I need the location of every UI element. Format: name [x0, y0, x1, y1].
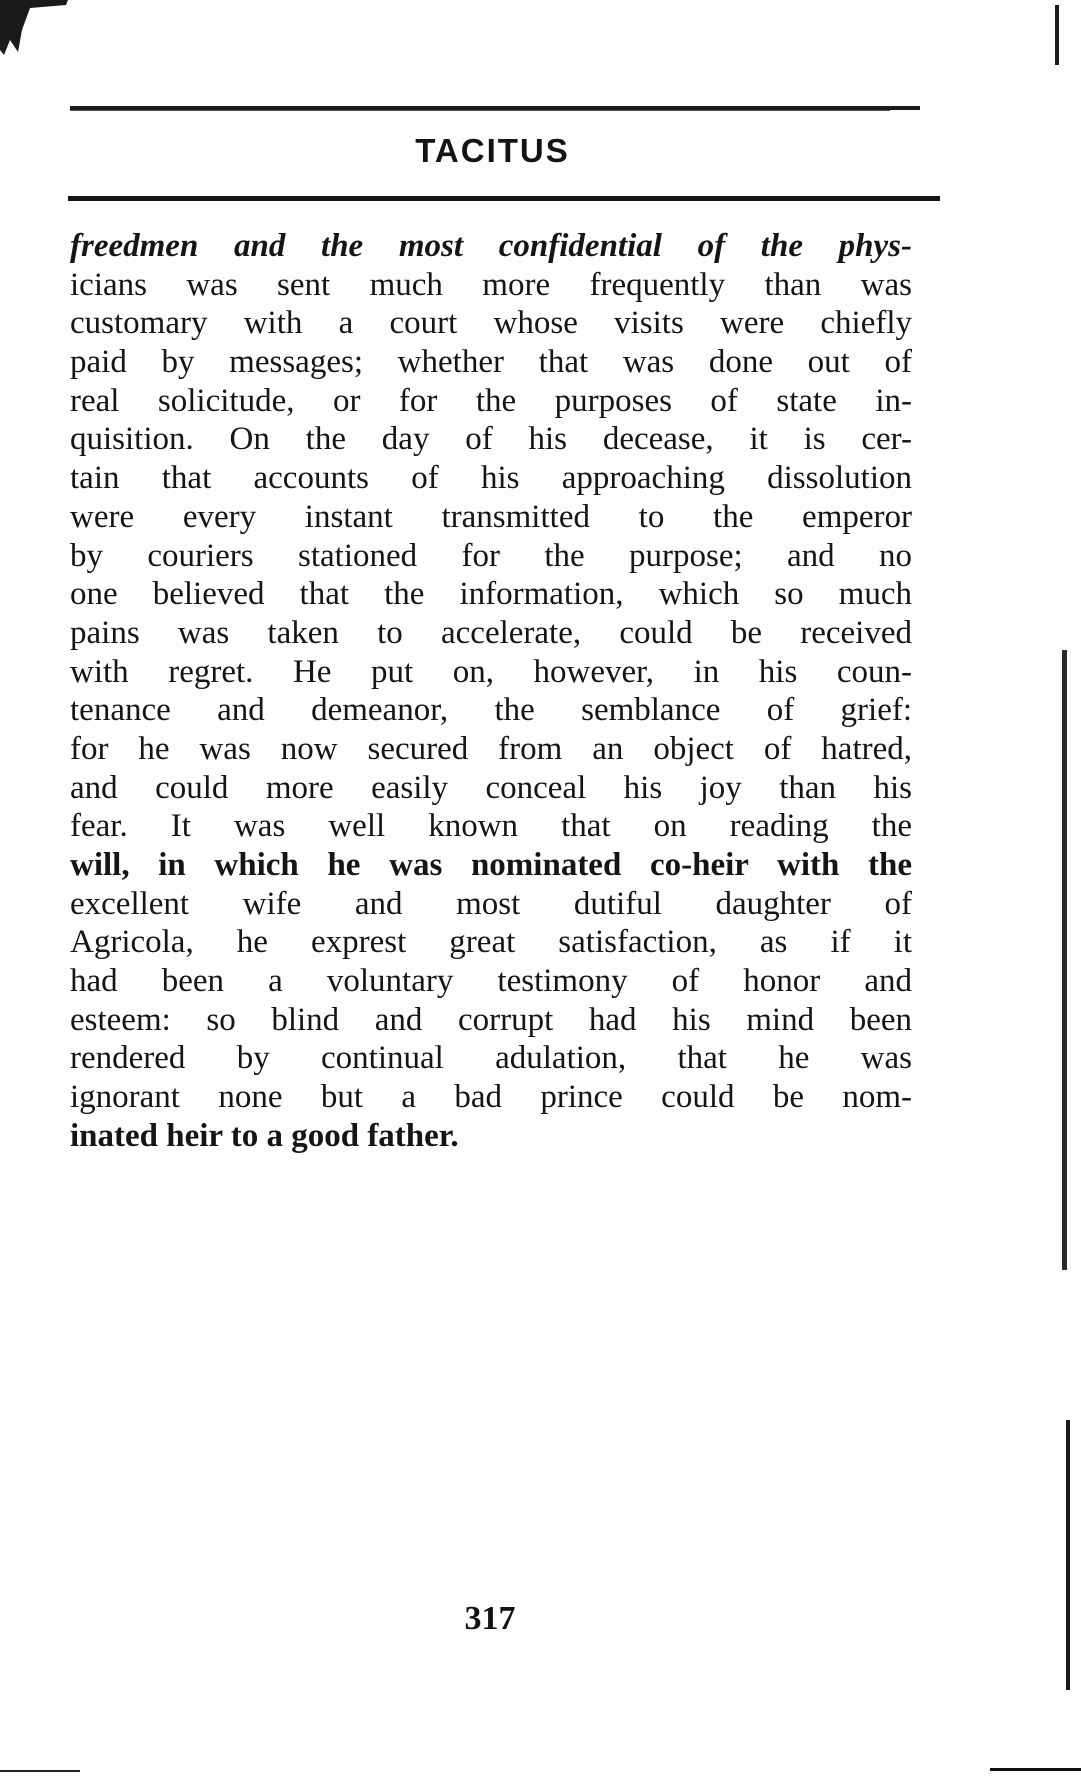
text-line: had been a voluntary testimony of honor and [70, 963, 912, 1000]
text-line: esteem: so blind and corrupt had his mind been [70, 1001, 912, 1038]
text-line: quisition. On the day of his decease, it is cer- [70, 421, 912, 458]
header-rule-top [70, 106, 920, 110]
scan-edge-artifact [1055, 5, 1059, 65]
running-head: TACITUS [415, 132, 570, 169]
text-line: real solicitude, or for the purposes of state in- [70, 382, 912, 419]
text-line: one believed that the information, which so much [70, 576, 912, 613]
scan-corner-artifact [0, 0, 70, 60]
text-line: by couriers stationed for the purpose; and no [70, 537, 912, 574]
text-line: tenance and demeanor, the semblance of grief: [70, 692, 912, 729]
text-line: customary with a court whose visits were chiefly [70, 305, 912, 342]
text-line: fear. It was well known that on reading the [70, 808, 912, 845]
text-line: and could more easily conceal his joy than his [70, 769, 912, 806]
text-line: rendered by continual adulation, that he was [70, 1040, 912, 1077]
text-line: icians was sent much more frequently than was [70, 266, 912, 303]
text-line: Agricola, he exprest great satisfaction, as if it [70, 924, 912, 961]
text-line: ignorant none but a bad prince could be nom- [70, 1079, 912, 1116]
body-text [70, 227, 912, 1156]
scan-edge-artifact [1066, 1420, 1070, 1690]
text-line: for he was now secured from an object of hatred, [70, 730, 912, 767]
text-line: paid by messages; whether that was done out of [70, 344, 912, 381]
text-line: excellent wife and most dutiful daughter of [70, 885, 912, 922]
scan-edge-artifact [0, 1770, 80, 1772]
text-line: freedmen and the most confidential of the phys- [70, 228, 912, 264]
text-line: pains was taken to accelerate, could be received [70, 614, 912, 651]
scan-edge-artifact [1062, 650, 1067, 1270]
text-line: tain that accounts of his approaching dissolution [70, 460, 912, 497]
text-line: will, in which he was nominated co-heir with the [70, 847, 912, 883]
text-line: with regret. He put on, however, in his coun- [70, 653, 912, 690]
scan-edge-artifact [990, 1768, 1081, 1771]
page-number: 317 [464, 1600, 516, 1637]
text-line: inated heir to a good father. [70, 1117, 459, 1154]
text-line: were every instant transmitted to the emperor [70, 498, 912, 535]
header-rule-bottom [68, 196, 940, 201]
